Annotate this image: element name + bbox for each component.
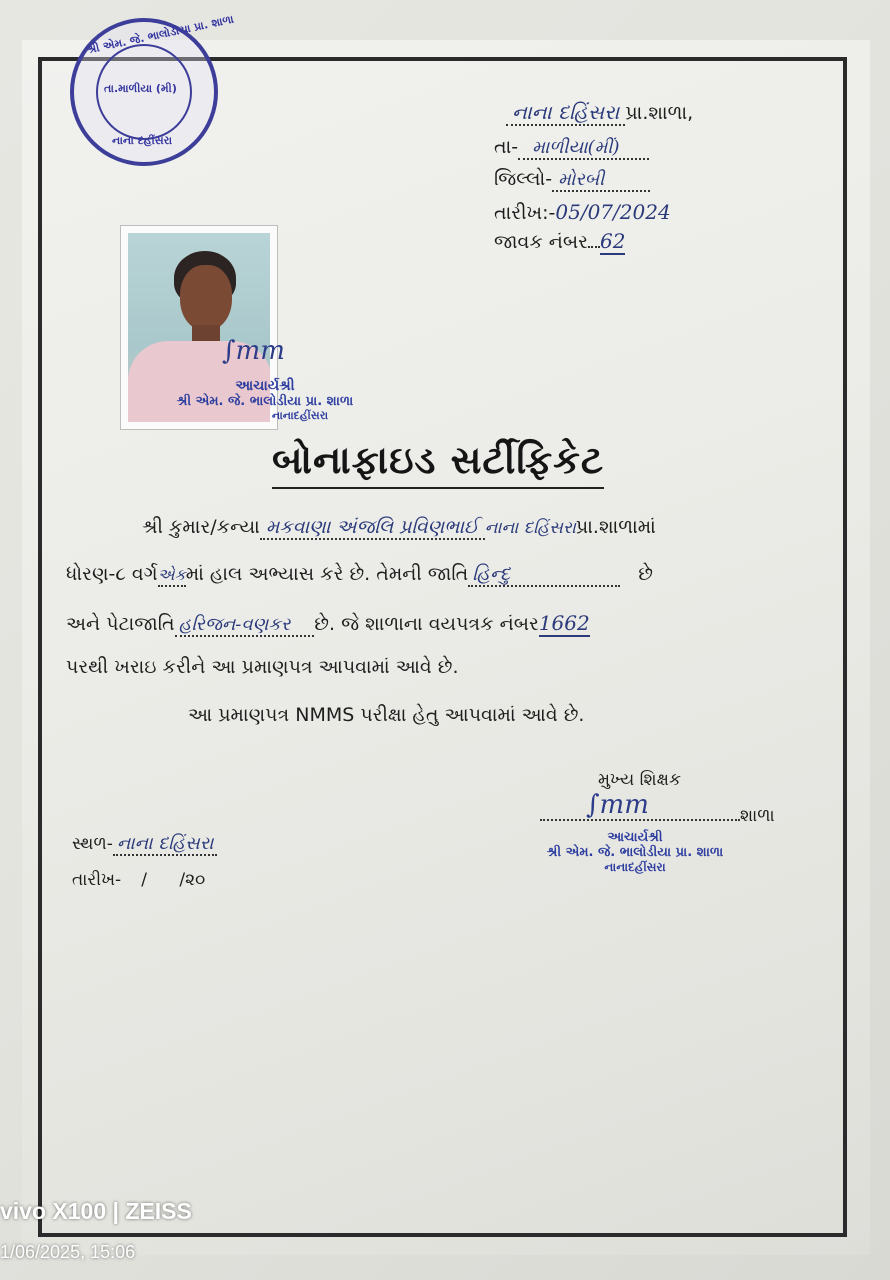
head-teacher-signature: ∫mm xyxy=(586,790,649,820)
head-teacher-label: મુખ્ય શિક્ષક xyxy=(598,770,681,790)
body-line-1 xyxy=(142,516,656,540)
body-line-2 xyxy=(66,563,653,587)
line1-suffix: પ્રા.શાળામાં xyxy=(575,516,656,538)
footer-stamp-school: શ્રી એમ. જે. ભાલોડીયા પ્રા. શાળા xyxy=(546,845,724,860)
head-teacher-school-suffix: શાળા xyxy=(740,806,775,826)
body-line-4: પરથી ખરાઇ કરીને આ પ્રમાણપત્ર આપવામાં આવે છે. xyxy=(66,656,459,678)
line2-suffix: છે xyxy=(638,563,653,585)
camera-watermark-timestamp: 1/06/2025, 15:06 xyxy=(0,1242,136,1262)
header-date-label: તારીખ:- xyxy=(494,202,556,224)
student-name: મકવાણા અંજલિ પ્રવિણભાઈ xyxy=(260,516,485,540)
place-value: નાના દહિંસરા xyxy=(113,833,218,856)
header-school-line xyxy=(506,100,693,126)
stamp-outer-text: શ્રી એમ. જે. ભાલોડીયા પ્રા. શાળા xyxy=(86,12,235,57)
line2-prefix: ધોરણ-૮ વર્ગ xyxy=(66,563,158,585)
line3-mid: છે. જે શાળાના વયપત્રક નંબર xyxy=(314,613,539,635)
footer-stamp-place: નાનાદહીંસરા xyxy=(604,860,666,874)
header-school-suffix: પ્રા.શાળા, xyxy=(625,102,694,124)
header-taluka-value: માળીયા(મીં) xyxy=(518,137,649,160)
footer-date-value: / /૨૦ xyxy=(141,870,206,890)
photo-signature: ∫mm xyxy=(222,336,285,366)
header-date-line xyxy=(494,200,671,224)
certificate-title: બોનાફાઇડ સર્ટીફિકેટ xyxy=(272,438,604,489)
photo-attestation-stamp xyxy=(150,378,380,423)
footer-school-stamp xyxy=(520,830,750,875)
header-outward-value: 62 xyxy=(600,229,626,253)
header-taluka-label: તા- xyxy=(494,136,519,158)
place-label: સ્થળ- xyxy=(72,834,113,854)
header-outward-line xyxy=(494,229,625,253)
header-school-value: નાના દહિંસરા xyxy=(506,100,625,126)
photo-stamp-place: નાનાદહીંસરા xyxy=(271,409,329,422)
line2-mid: માં હાલ અભ્યાસ કરે છે. તેમની જાતિ xyxy=(185,563,469,585)
photo-stamp-school: શ્રી એમ. જે. ભાલોડીયા પ્રા. શાળા xyxy=(176,394,354,409)
register-value: 1662 xyxy=(538,611,590,635)
header-outward-label: જાવક નંબર xyxy=(494,231,589,253)
footer-date-line xyxy=(72,870,205,890)
header-date-value: 05/07/2024 xyxy=(555,200,671,224)
stamp-bottom-text: નાના દહીંસરા xyxy=(112,134,173,147)
body-line-3 xyxy=(66,611,590,637)
footer-date-label: તારીખ- xyxy=(72,870,122,890)
header-district-line xyxy=(494,168,650,192)
footer-stamp-designation: આચાર્યશ્રી xyxy=(607,830,663,845)
header-district-label: જિલ્લો- xyxy=(494,168,553,190)
camera-watermark-device: vivo X100 | ZEISS xyxy=(0,1198,192,1224)
line1-prefix: શ્રી કુમાર/કન્યા xyxy=(142,516,260,538)
stamp-inner-text: તા.માળીયા (મી) xyxy=(104,82,177,95)
header-taluka-line xyxy=(494,136,649,160)
subcaste-value: હરિજન-વણકર xyxy=(175,614,315,637)
school-round-stamp xyxy=(70,12,235,166)
header-district-value: મોરબી xyxy=(552,169,650,192)
line3-prefix: અને પેટાજાતિ xyxy=(66,613,175,635)
head-teacher-school-line xyxy=(540,806,775,826)
caste-value: હિન્દુ xyxy=(468,563,620,587)
body-line-5: આ પ્રમાણપત્ર NMMS પરીક્ષા હેતુ આપવામાં આવે છે. xyxy=(188,704,585,726)
line1-school-handwritten: નાના દહિંસરા xyxy=(484,518,576,538)
class-value: એક xyxy=(158,565,186,587)
photo-stamp-designation: આચાર્યશ્રી xyxy=(235,378,295,394)
footer-place-line xyxy=(72,833,217,856)
